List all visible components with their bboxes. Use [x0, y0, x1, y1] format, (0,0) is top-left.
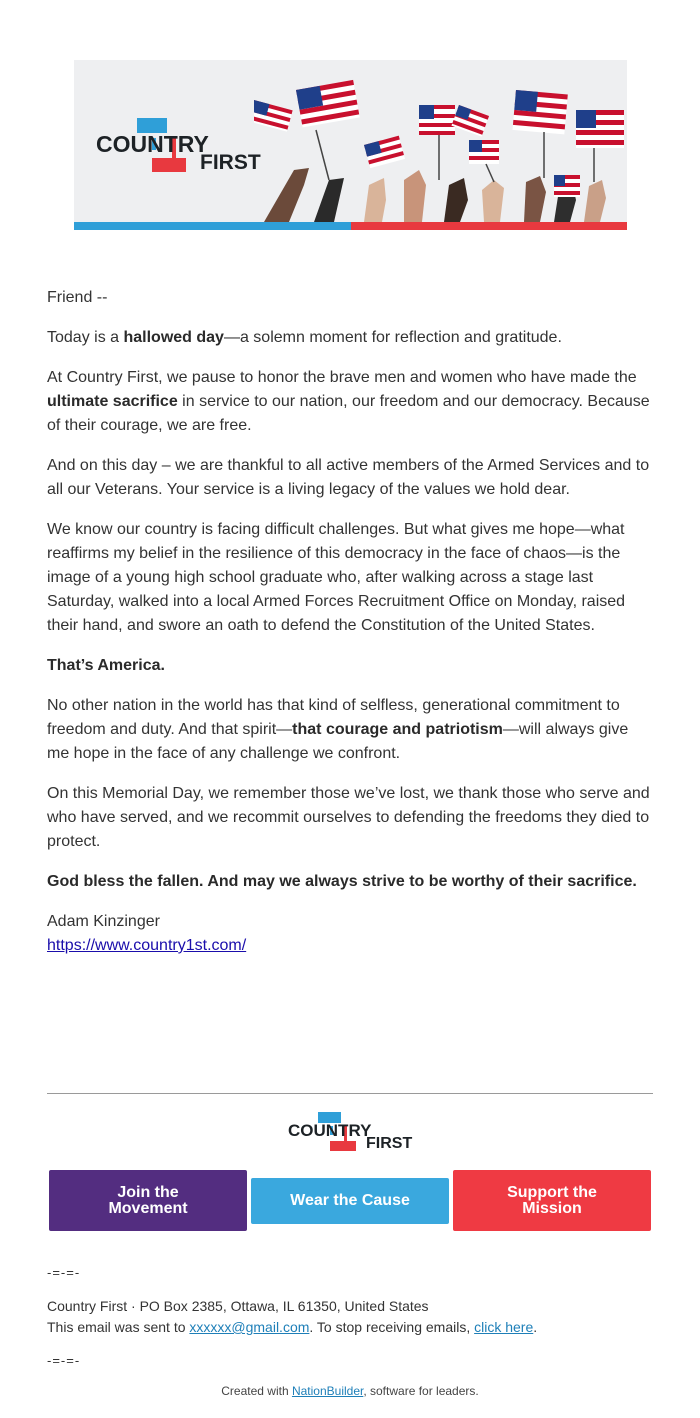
p2-bold: ultimate sacrifice: [47, 393, 178, 410]
letter-body: [47, 286, 654, 958]
signature: Adam Kinzinger: [47, 913, 160, 930]
p8-bold: God bless the fallen. And may we always strive to be worthy of their sacrifice.: [47, 873, 637, 890]
paragraph-5: [47, 654, 654, 678]
nationbuilder-link[interactable]: NationBuilder: [291, 1384, 364, 1398]
paragraph-6: [47, 694, 654, 766]
footer-separator-top: -=-=-: [47, 1265, 81, 1280]
paragraph-4: We know our country is facing difficult challenges. But what gives me hope—what reaffirms my belief in the resilience of this democracy in the face of chaos—is the image of a young high school graduate who, after walking across a stage last Saturday, walked into a local Armed Forces Recruitment Office on Monday, raised their hand, and swore an oath to defend the Constitution of the United States.: [47, 521, 626, 634]
signature-block: [47, 910, 654, 958]
recipient-email-link[interactable]: xxxxxx@gmail.com: [189, 1319, 310, 1335]
credit-prefix: Created with: [221, 1384, 292, 1398]
banner-stripe-red: [351, 222, 627, 230]
paragraph-3: And on this day – we are thankful to all active members of the Armed Services and to all our Veterans. Your service is a living legacy of the values we hold dear.: [47, 457, 650, 498]
mailing-address: Country First · PO Box 2385, Ottawa, IL 61350, United States: [47, 1298, 429, 1314]
footer-address-block: [47, 1296, 537, 1338]
p6-bold: that courage and patriotism: [292, 721, 503, 738]
period: .: [533, 1319, 538, 1335]
unsubscribe-link[interactable]: click here: [474, 1319, 534, 1335]
paragraph-7: On this Memorial Day, we remember those we’ve lost, we thank those who serve and who have served, and we recommit ourselves to defending the freedoms they died to protect.: [47, 785, 650, 850]
paragraph-1: [47, 326, 654, 350]
p1-text-c: —a solemn moment for reflection and gratitude.: [223, 329, 562, 346]
p6-text-a: No other nation in the world has that kind of selfless, generational commitment to freedom and duty. And that spirit—: [47, 697, 620, 738]
stop-text: . To stop receiving emails,: [309, 1319, 475, 1335]
sent-prefix: This email was sent to: [47, 1319, 190, 1335]
p5-bold: That’s America.: [47, 657, 165, 674]
logo-word-first: FIRST: [200, 151, 261, 174]
support-mission-label: Support the Mission: [507, 1183, 597, 1217]
wear-cause-label: Wear the Cause: [290, 1192, 410, 1209]
logo-word-country: COUNTRY: [96, 131, 209, 157]
wear-cause-button[interactable]: [251, 1178, 449, 1224]
paragraph-8: [47, 870, 654, 894]
header-banner: [74, 60, 627, 230]
footer-divider: [47, 1093, 653, 1094]
p1-text-a: Today is a: [47, 329, 124, 346]
p2-text-a: At Country First, we pause to honor the brave men and women who have made the: [47, 369, 637, 386]
credit-suffix: , software for leaders.: [363, 1384, 479, 1398]
footer-separator-bottom: -=-=-: [47, 1353, 81, 1368]
paragraph-2: [47, 366, 654, 438]
country-first-logo: [96, 118, 266, 174]
join-movement-button[interactable]: [49, 1170, 247, 1231]
site-link[interactable]: https://www.country1st.com/: [47, 937, 247, 954]
p6-text-c: —will always give me hope in the face of any challenge we confront.: [47, 721, 629, 762]
greeting: Friend --: [47, 289, 108, 306]
footer-logo-country: COUNTRY: [288, 1121, 372, 1140]
nationbuilder-credit: [0, 1384, 700, 1398]
banner-stripe-blue: [74, 222, 351, 230]
p2-text-c: in service to our nation, our freedom and our democracy. Because of their courage, we are free.: [47, 393, 650, 434]
sent-notice: [47, 1317, 537, 1338]
join-movement-label: Join the Movement: [108, 1183, 188, 1217]
p1-bold: hallowed day: [123, 329, 224, 346]
flags-crowd-photo: [254, 60, 627, 222]
footer-logo-first: FIRST: [366, 1135, 413, 1152]
support-mission-button[interactable]: [453, 1170, 651, 1231]
footer-logo: [288, 1112, 414, 1154]
